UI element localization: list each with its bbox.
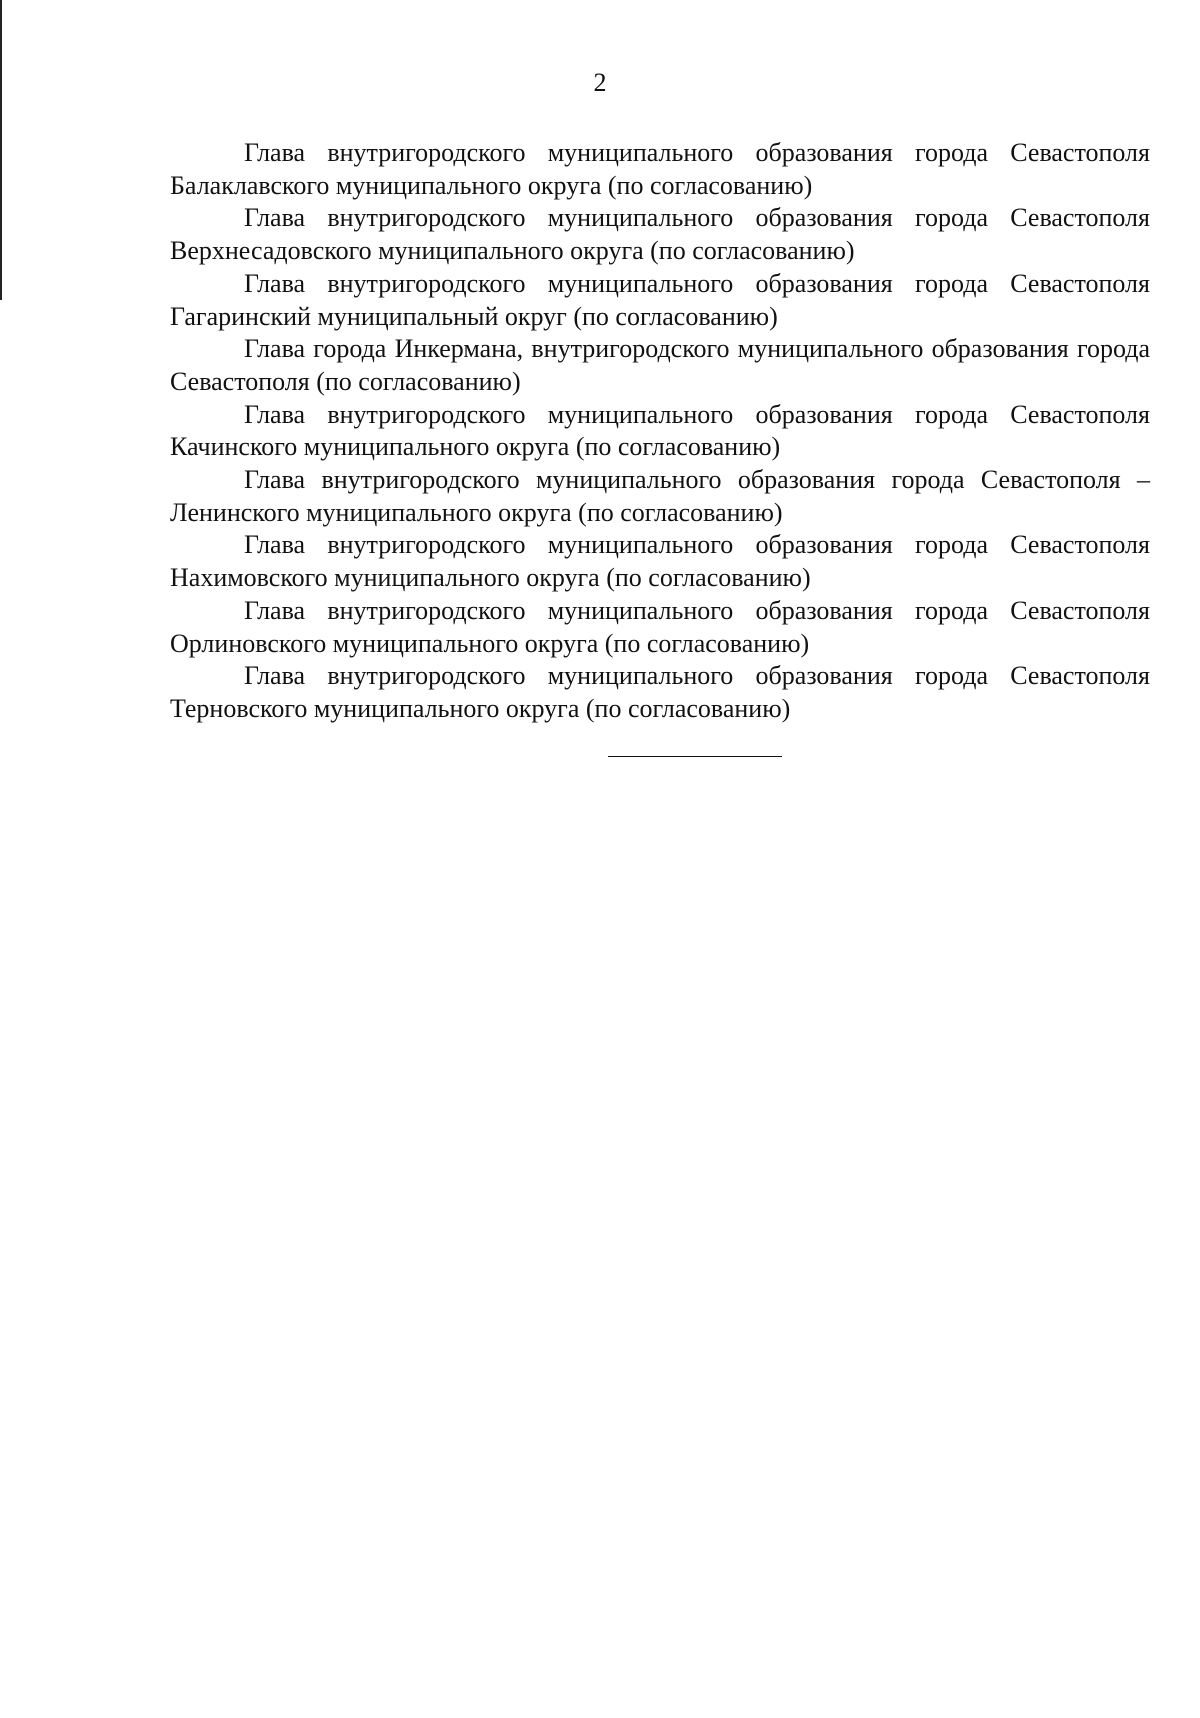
paragraph-balaklavsky: Глава внутригородского муниципального образования города Севастополя Балаклавского муниципального округа (по согласованию) (170, 138, 1150, 200)
paragraph-gagarinsky: Глава внутригородского муниципального образования города Севастополя Гагаринский муниципальный округ (по согласованию) (170, 268, 1150, 331)
paragraph-kachinsky: Глава внутригородского муниципального образования города Севастополя Качинского муниципального округа (по согласованию) (170, 399, 1150, 462)
page-number: 2 (593, 68, 607, 97)
paragraph-leninsky: Глава внутригородского муниципального образования города Севастополя – Ленинского муниципального округа (по согласованию) (170, 465, 1150, 527)
document-body (170, 137, 1150, 726)
paragraph-ternovsky: Глава внутригородского муниципального образования города Севастополя Терновского муниципального округа (по согласованию) (170, 661, 1150, 723)
scan-edge-line (0, 0, 2, 300)
paragraph-verkhnesadovsky: Глава внутригородского муниципального образования города Севастополя Верхнесадовского муниципального округа (по согласованию) (170, 203, 1150, 266)
end-separator-line (608, 756, 782, 757)
paragraph-inkerman: Глава города Инкермана, внутригородского муниципального образования города Севастополя (по согласованию) (170, 334, 1150, 396)
paragraph-orlinovsky: Глава внутригородского муниципального образования города Севастополя Орлиновского муниципального округа (по согласованию) (170, 595, 1150, 658)
paragraph-nakhimovsky: Глава внутригородского муниципального образования города Севастополя Нахимовского муниципального округа (по согласованию) (170, 530, 1150, 593)
